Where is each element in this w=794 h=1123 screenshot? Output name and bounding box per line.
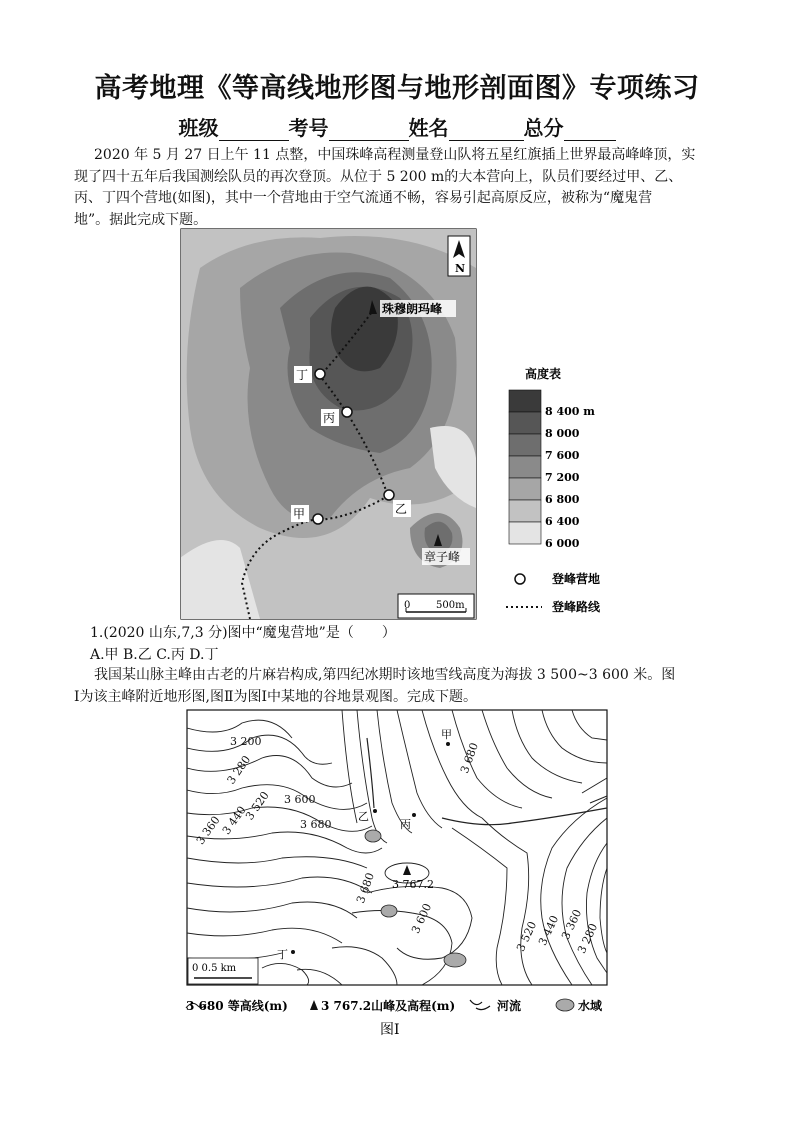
contour-label: 3 360 bbox=[559, 907, 585, 942]
contour-label: 3 520 bbox=[243, 789, 272, 823]
camp-bing-marker bbox=[342, 407, 352, 417]
contour-label: 3 600 bbox=[284, 793, 316, 806]
contour-label: 3 440 bbox=[536, 913, 562, 948]
zhangzi-label: 章子峰 bbox=[424, 550, 461, 564]
north-label: N bbox=[455, 262, 466, 275]
contour-map bbox=[182, 708, 612, 1046]
legend-level: 7 200 bbox=[545, 471, 580, 484]
student-info-line bbox=[0, 112, 794, 141]
point-ding bbox=[291, 950, 295, 954]
legend-level: 8 400 m bbox=[545, 405, 595, 418]
legend-contour-label: 3 680 等高线(m) bbox=[186, 999, 288, 1013]
contour-scale-label: 0 0.5 km bbox=[192, 963, 237, 974]
contour-label: 3 200 bbox=[230, 735, 262, 748]
legend-level: 8 000 bbox=[545, 427, 580, 440]
page-title: 高考地理《等高线地形图与地形剖面图》专项练习 bbox=[94, 73, 700, 104]
intro-paragraph-2 bbox=[74, 665, 754, 708]
legend-level: 7 600 bbox=[545, 449, 580, 462]
question-options: A.甲 B.乙 C.丙 D.丁 bbox=[90, 646, 219, 663]
camp-jia-label: 甲 bbox=[293, 507, 306, 521]
legend-camp-icon bbox=[515, 574, 525, 584]
summit-elevation-label: 3 767.2 bbox=[392, 878, 434, 891]
camp-yi-label: 乙 bbox=[395, 502, 408, 516]
exam-no-label: 考号 bbox=[288, 116, 329, 140]
legend-route-label: 登峰路线 bbox=[552, 600, 601, 614]
legend-level: 6 000 bbox=[545, 537, 580, 550]
score-blank[interactable] bbox=[564, 122, 616, 141]
legend-river-icon bbox=[470, 1000, 490, 1010]
exam-no-blank[interactable] bbox=[329, 122, 409, 141]
everest-topo-map bbox=[180, 228, 610, 623]
contour-label: 3 360 bbox=[193, 813, 223, 847]
legend-peak-label: 3 767.2山峰及高程(m) bbox=[321, 999, 456, 1013]
figure-caption: 图Ⅰ bbox=[380, 1022, 400, 1038]
legend-river-label: 河流 bbox=[497, 999, 522, 1013]
legend-level: 6 800 bbox=[545, 493, 580, 506]
contour-label: 3 520 bbox=[514, 919, 540, 954]
contour-label: 3 680 bbox=[354, 870, 378, 906]
intro-paragraph-1 bbox=[74, 145, 754, 231]
legend-swatches bbox=[509, 390, 541, 544]
intro-line: 2020 年 5 月 27 日上午 11 点整，中国珠峰高程测量登山队将五星红旗插上世界最高峰峰顶，实 bbox=[94, 147, 696, 163]
intro-line: 现了四十五年后我国测绘队员的再次登顶。从位于 5 200 m的大本营向上，队员们要经过甲、乙、 bbox=[74, 168, 683, 185]
contour-label: 3 680 bbox=[300, 818, 332, 831]
camp-bing-label: 丙 bbox=[323, 411, 336, 425]
intro-line: 地”。据此完成下题。 bbox=[74, 211, 208, 228]
contour-label: 3 600 bbox=[409, 901, 435, 936]
point-ding-label: 丁 bbox=[277, 948, 288, 961]
camp-ding-label: 丁 bbox=[296, 368, 309, 382]
point-yi bbox=[373, 809, 377, 813]
point-yi-label: 乙 bbox=[358, 810, 369, 823]
legend-peak-icon bbox=[310, 1000, 318, 1010]
legend-camp-label: 登峰营地 bbox=[552, 572, 601, 586]
intro-line: Ⅰ为该主峰附近地形图,图Ⅱ为图Ⅰ中某地的谷地景观图。完成下题。 bbox=[74, 688, 478, 705]
contour-label: 3 680 bbox=[458, 740, 482, 776]
camp-jia-marker bbox=[313, 514, 323, 524]
contour-label: 3 280 bbox=[224, 753, 254, 787]
question-1 bbox=[90, 623, 750, 666]
lake bbox=[381, 905, 397, 917]
intro-line: 我国某山脉主峰由古老的片麻岩构成,第四纪冰期时该地雪线高度为海拔 3 500~3 600 米。图 bbox=[94, 667, 676, 683]
name-blank[interactable] bbox=[449, 122, 524, 141]
contour-label: 3 280 bbox=[575, 921, 601, 956]
legend-level: 6 400 bbox=[545, 515, 580, 528]
lake bbox=[365, 830, 381, 842]
legend-title: 高度表 bbox=[525, 367, 562, 381]
scale-zero: 0 bbox=[404, 600, 411, 611]
camp-yi-marker bbox=[384, 490, 394, 500]
legend-water-label: 水域 bbox=[578, 999, 603, 1013]
name-label: 姓名 bbox=[408, 116, 449, 140]
class-blank[interactable] bbox=[219, 122, 289, 141]
question-stem: 1.(2020 山东,7,3 分)图中“魔鬼营地”是（ ） bbox=[90, 625, 396, 641]
lake bbox=[444, 953, 466, 967]
intro-line: 丙、丁四个营地(如图)，其中一个营地由于空气流通不畅，容易引起高原反应，被称为“魔鬼营 bbox=[74, 190, 653, 206]
point-jia bbox=[446, 742, 450, 746]
contour-label: 3 440 bbox=[219, 803, 249, 837]
camp-ding-marker bbox=[315, 369, 325, 379]
point-jia-label: 甲 bbox=[441, 728, 452, 741]
legend-water-icon bbox=[556, 999, 574, 1011]
score-label: 总分 bbox=[523, 116, 564, 140]
class-label: 班级 bbox=[178, 116, 219, 140]
scale-label: 500m bbox=[436, 600, 465, 611]
point-bing bbox=[412, 813, 416, 817]
everest-label: 珠穆朗玛峰 bbox=[382, 302, 443, 316]
point-bing-label: 丙 bbox=[400, 818, 411, 831]
